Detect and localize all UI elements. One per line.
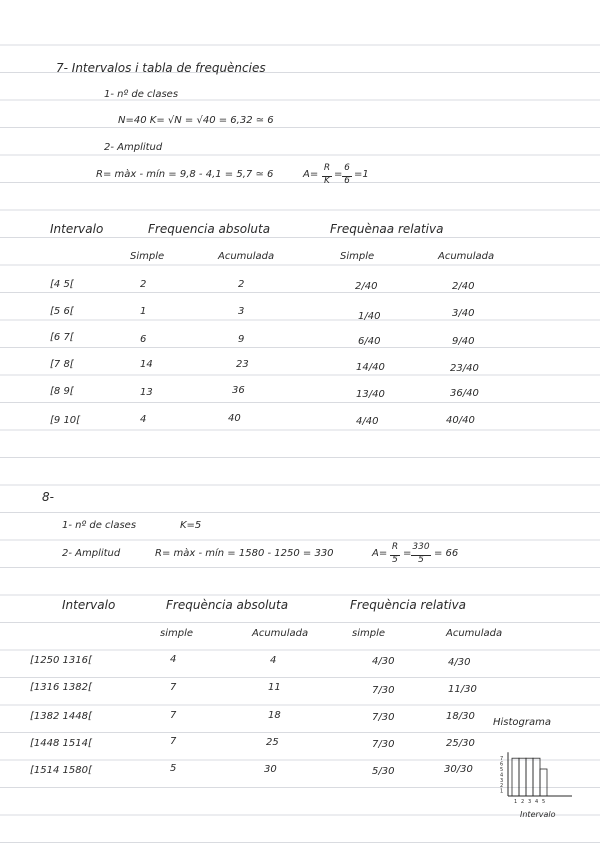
- ex8-row-interval: [1250 1316[: [30, 655, 92, 666]
- ex7-row-acc: 40: [228, 413, 241, 424]
- ex8-row-acc: 18: [268, 710, 281, 721]
- ex8-row-simple: 7: [170, 710, 177, 721]
- histogram-bar: [519, 758, 526, 796]
- ex7-row-interval: [7 8[: [50, 359, 74, 370]
- ex8-row-interval: [1448 1514[: [30, 738, 92, 749]
- histogram-bar: [540, 769, 547, 796]
- ex7-sub-rel-simple: Simple: [340, 251, 375, 262]
- ex8-row-interval: [1514 1580[: [30, 765, 92, 776]
- ex8-row-acc: 30: [264, 764, 277, 775]
- ex8-amp-num2: 330: [412, 542, 430, 552]
- ex7-amp-num1: R: [323, 163, 331, 173]
- ex7-row-acc: 3: [238, 306, 245, 317]
- histogram-bar: [526, 758, 533, 796]
- ex7-step2-label: 2- Amplitud: [104, 142, 163, 153]
- histogram-y-tick: 2: [500, 783, 504, 790]
- ex7-amp-result: =1: [354, 169, 369, 180]
- ex8-amp-prefix: A=: [372, 548, 388, 559]
- ex7-row-interval: [5 6[: [50, 306, 74, 317]
- histogram-y-tick: 4: [500, 772, 504, 779]
- ex8-row-simple: 5: [170, 763, 177, 774]
- ex7-row-rel-acc: 9/40: [452, 336, 475, 347]
- ex7-row-rel-simple: 6/40: [358, 336, 381, 347]
- ex8-amp-den1: 5: [390, 555, 400, 565]
- ex8-sub-rel-simple: simple: [352, 628, 386, 639]
- ex8-row-rel-acc: 25/30: [446, 738, 475, 749]
- histogram-y-tick: 6: [500, 761, 504, 768]
- ex7-row-acc: 2: [238, 279, 245, 290]
- ex7-row-interval: [8 9[: [50, 386, 74, 397]
- ex8-row-rel-simple: 7/30: [372, 685, 395, 696]
- ex7-row-interval: [6 7[: [50, 332, 74, 343]
- ex8-row-acc: 11: [268, 682, 281, 693]
- ex7-row-interval: [9 10[: [50, 415, 81, 426]
- ex7-row-rel-simple: 13/40: [356, 389, 385, 400]
- ex8-row-acc: 25: [266, 737, 279, 748]
- ex7-header-absolute: Frequencia absoluta: [148, 222, 271, 236]
- histogram-x-tick: 5: [542, 799, 546, 805]
- ex8-amp-den2: 5: [411, 555, 431, 565]
- ex7-row-rel-acc: 36/40: [450, 388, 479, 399]
- histogram-y-tick: 1: [500, 788, 504, 795]
- ex8-step1-label: 1- nº de clases: [62, 520, 137, 531]
- ex7-header-relative: Frequènaa relativa: [330, 222, 444, 236]
- ex7-amp-den1: K: [322, 176, 332, 186]
- ex8-row-simple: 4: [170, 654, 177, 665]
- histogram-x-tick: 2: [521, 799, 525, 805]
- ex7-row-interval: [4 5[: [50, 279, 74, 290]
- ex8-row-rel-acc: 30/30: [444, 764, 473, 775]
- ex8-header-absolute: Frequència absoluta: [166, 598, 289, 612]
- ex7-row-simple: 2: [140, 279, 147, 290]
- ex7-row-rel-acc: 40/40: [446, 415, 475, 426]
- ex7-row-rel-acc: 23/40: [450, 363, 479, 374]
- ex7-row-simple: 14: [140, 359, 153, 370]
- ex7-row-rel-simple: 1/40: [358, 311, 381, 322]
- histogram-xlabel: Intervalo: [520, 810, 556, 819]
- ex8-row-rel-simple: 4/30: [372, 656, 395, 667]
- ex7-row-simple: 4: [140, 414, 147, 425]
- ex7-row-acc: 36: [232, 385, 245, 396]
- ex7-amp-prefix: A=: [303, 169, 319, 180]
- ex8-amp-num1: R: [391, 542, 399, 552]
- ex7-row-rel-simple: 2/40: [355, 281, 378, 292]
- ex8-row-simple: 7: [170, 736, 177, 747]
- ex7-row-acc: 9: [238, 334, 245, 345]
- ex7-sub-accumulated: Acumulada: [218, 251, 275, 262]
- ex8-amp-result: = 66: [434, 548, 459, 559]
- ex7-amp-num2: 6: [344, 163, 350, 173]
- histogram: [488, 717, 578, 825]
- ex8-sub-rel-accumulated: Acumulada: [446, 628, 503, 639]
- ex7-step1-label: 1- nº de clases: [104, 89, 179, 100]
- ex8-row-acc: 4: [270, 655, 277, 666]
- ex7-row-simple: 6: [140, 334, 147, 345]
- ex8-sub-accumulated: Acumulada: [252, 628, 309, 639]
- ex7-step2-formula: R= màx - mín = 9,8 - 4,1 = 5,7 ≃ 6: [96, 169, 274, 180]
- ex7-sub-rel-accumulated: Acumulada: [438, 251, 495, 262]
- ex8-header-interval: Intervalo: [62, 598, 116, 612]
- ex7-sub-simple: Simple: [130, 251, 165, 262]
- ex8-amp-eq: =: [403, 548, 412, 559]
- ex8-row-rel-acc: 11/30: [448, 684, 477, 695]
- ex7-title: 7- Intervalos i tabla de frequències: [56, 61, 266, 75]
- ex8-row-interval: [1316 1382[: [30, 682, 92, 693]
- ex7-row-simple: 1: [140, 306, 147, 317]
- ex8-step2-label: 2- Amplitud: [62, 548, 121, 559]
- ex8-title: 8-: [42, 490, 54, 504]
- ex8-row-rel-acc: 4/30: [448, 657, 471, 668]
- histogram-x-tick: 4: [535, 799, 539, 805]
- ex7-row-simple: 13: [140, 387, 153, 398]
- histogram-bar: [533, 758, 540, 796]
- ex8-row-rel-acc: 18/30: [446, 711, 475, 722]
- ex7-amp-eq: =: [334, 169, 343, 180]
- ex8-header-relative: Frequència relativa: [350, 598, 467, 612]
- ex7-row-rel-simple: 14/40: [356, 362, 385, 373]
- ex7-row-acc: 23: [236, 359, 249, 370]
- ex7-amp-den2: 6: [342, 176, 352, 186]
- ex8-row-rel-simple: 5/30: [372, 766, 395, 777]
- histogram-y-tick: 3: [500, 777, 504, 784]
- ex7-row-rel-acc: 2/40: [452, 281, 475, 292]
- ex7-row-rel-simple: 4/40: [356, 416, 379, 427]
- histogram-x-tick: 1: [514, 799, 518, 805]
- ex7-step1-formula: N=40 K= √N = √40 = 6,32 ≃ 6: [118, 115, 274, 126]
- histogram-bar: [512, 758, 519, 796]
- ex8-sub-simple: simple: [160, 628, 194, 639]
- ex8-row-interval: [1382 1448[: [30, 711, 92, 722]
- ex8-step2-formula: R= màx - mín = 1580 - 1250 = 330: [155, 548, 334, 559]
- histogram-y-tick: 5: [500, 767, 504, 773]
- histogram-x-tick: 3: [528, 799, 532, 805]
- ex7-header-interval: Intervalo: [50, 222, 104, 236]
- ex8-step1-formula: K=5: [180, 520, 202, 531]
- ex7-row-rel-acc: 3/40: [452, 308, 475, 319]
- histogram-y-tick: 7: [500, 756, 504, 763]
- ex8-row-rel-simple: 7/30: [372, 712, 395, 723]
- histogram-title: Histograma: [493, 717, 552, 728]
- ex8-row-rel-simple: 7/30: [372, 739, 395, 750]
- ex8-row-simple: 7: [170, 682, 177, 693]
- histogram-plot: [488, 730, 578, 810]
